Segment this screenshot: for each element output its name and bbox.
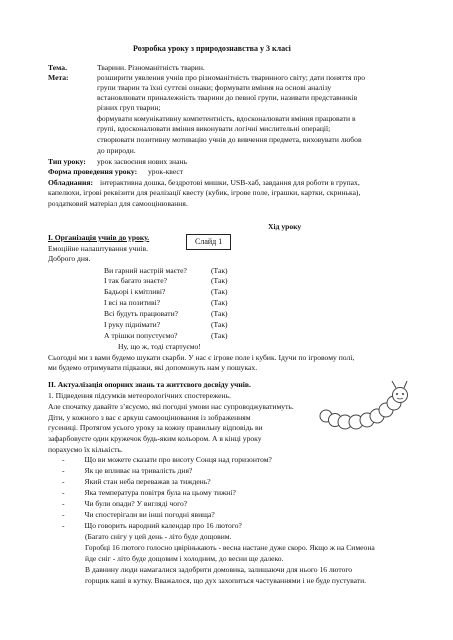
poem-answer: (Так) bbox=[211, 276, 228, 285]
question-item: - Що говорить народний календар про 16 лютого? bbox=[62, 521, 242, 530]
poem-question: І всі на позитиві? bbox=[104, 298, 161, 307]
answer-line: горщик каші в кутку. Вважалося, що дух захопиться частуваннями і не буде пустувати. bbox=[85, 576, 367, 585]
poem-answer: (Так) bbox=[211, 298, 228, 307]
goal-line: групи тварин та їхні суттєві ознаки; формувати вміння на основі аналізу bbox=[97, 83, 332, 92]
section-1-paragraph: Сьогодні ми з вами будемо шукати скарби. У нас є ігрове поле і кубик. Ідучи по ігровому полі, bbox=[48, 353, 355, 362]
poem-question: А трішки попустуємо? bbox=[104, 331, 178, 340]
equipment-label: Обладнання: bbox=[48, 178, 93, 187]
equipment-line: капелюхи, ігрові реквізити для реалізації квесту (кубик, ігрове поле, іграшки, картки, скринька), bbox=[48, 188, 361, 197]
answer-line: В давнину люди намагалися задобрити домовика, залишаючи для нього 16 лютого bbox=[85, 565, 353, 574]
lesson-flow-heading: Хід уроку bbox=[268, 222, 302, 231]
document-title: Розробка уроку з природознавства у 3 класі bbox=[133, 44, 291, 53]
goal-label: Мета: bbox=[48, 73, 69, 82]
question-item: - Як це впливає на тривалість дня? bbox=[62, 466, 193, 475]
poem-answer: (Так) bbox=[211, 287, 228, 296]
goal-line: розширити уявлення учнів про різноманітність тваринного світу; дати поняття про bbox=[97, 73, 366, 82]
section-2-subheading: 1. Підведення підсумків метеорологічних спостережень. bbox=[48, 391, 231, 400]
poem-ending: Ну, що ж, тоді стартуємо! bbox=[118, 342, 201, 351]
answer-line: Горобці 16 лютого голосно цвірінькають - весна настане дуже скоро. Якщо ж на Симеона bbox=[85, 543, 375, 552]
lesson-type-value: урок засвоєння нових знань bbox=[97, 157, 187, 166]
section-1-line: Емоційне налаштування учнів. bbox=[48, 244, 148, 253]
lesson-type-label: Тип уроку: bbox=[48, 157, 86, 166]
section-1-heading: І. Організація учнів до уроку. bbox=[48, 233, 150, 242]
poem-answer: (Так) bbox=[211, 309, 228, 318]
topic-value: Тварини. Різноманітність тварин. bbox=[97, 63, 205, 72]
poem-answer: (Так) bbox=[211, 331, 228, 340]
question-item: - Чи спостерігали ви інші погодні явища? bbox=[62, 510, 215, 519]
answer-line: йде сніг - літо буде дощовим і холодним, до весни ще далеко. bbox=[85, 554, 284, 563]
equipment-line: інтерактивна дошка, бездротові мишки, USB-хаб, завдання для роботи в групах, bbox=[100, 178, 360, 187]
question-item: - Чи були опади? У вигляді чого? bbox=[62, 499, 188, 508]
poem-question: Ви гарний настрій маєте? bbox=[104, 266, 187, 275]
poem-question: І так багато знаєте? bbox=[104, 276, 167, 285]
poem-question: І руку піднімати? bbox=[104, 320, 161, 329]
poem-answer: (Так) bbox=[211, 266, 228, 275]
section-2-line: Але спочатку давайте з’ясуємо, які погодні умови нас супроводжуватимуть. bbox=[48, 402, 294, 411]
poem-answer: (Так) bbox=[211, 320, 228, 329]
goal-line: створювати позитивну мотивацію учнів до вивчення предмета, виховувати любов bbox=[97, 135, 362, 144]
section-1-line: Доброго дня. bbox=[48, 254, 91, 263]
slide-1-box: Слайд 1 bbox=[186, 234, 231, 250]
section-1-paragraph: ми будемо отримувати підказки, які допоможуть нам у пошуках. bbox=[48, 363, 258, 372]
answer-line: (Багато снігу у цей день - літо буде дощовим. bbox=[85, 532, 232, 541]
section-2-heading: ІІ. Актуалізація опорних знань та життєвого досвіду учнів. bbox=[48, 380, 251, 389]
goal-line: до природи. bbox=[97, 146, 136, 155]
lesson-form-label: Форма проведення уроку: bbox=[48, 167, 138, 176]
question-item: - Яка температура повітря була на цьому тижні? bbox=[62, 488, 236, 497]
section-2-line: зафарбовуєте один кружечок будь-яким кольором. А в кінці уроку bbox=[48, 434, 262, 443]
goal-line: групі, вдосконалювати вміння виконувати логічні мислительні операції; bbox=[97, 124, 331, 133]
lesson-form-value: урок-квест bbox=[148, 167, 184, 176]
topic-label: Тема. bbox=[48, 63, 67, 72]
caterpillar-illustration bbox=[318, 380, 414, 440]
poem-question: Бадьорі і кмітливі? bbox=[104, 287, 166, 296]
question-item: - Який стан неба переважав за тиждень? bbox=[62, 477, 211, 486]
goal-line: формувати комунікативну компетентність, вдосконалювати вміння працювати в bbox=[97, 114, 356, 123]
question-item: - Що ви можете сказати про висоту Сонця над горизонтом? bbox=[62, 455, 272, 464]
section-2-line: гусениці. Протягом усього уроку за кожну правильну відповідь ви bbox=[48, 423, 263, 432]
goal-line: різних груп тварин; bbox=[97, 103, 161, 112]
equipment-line: роздатковий матеріал для самооцінювання. bbox=[48, 199, 188, 208]
poem-question: Всі будуть працювати? bbox=[104, 309, 179, 318]
section-2-line: порахуємо їх кількість. bbox=[48, 445, 123, 454]
section-2-line: Діти, у кожного з вас є аркуш самооцінювання із зображенням bbox=[48, 413, 251, 422]
goal-line: встановлювати приналежність тварини до певної групи, називати представників bbox=[97, 93, 358, 102]
